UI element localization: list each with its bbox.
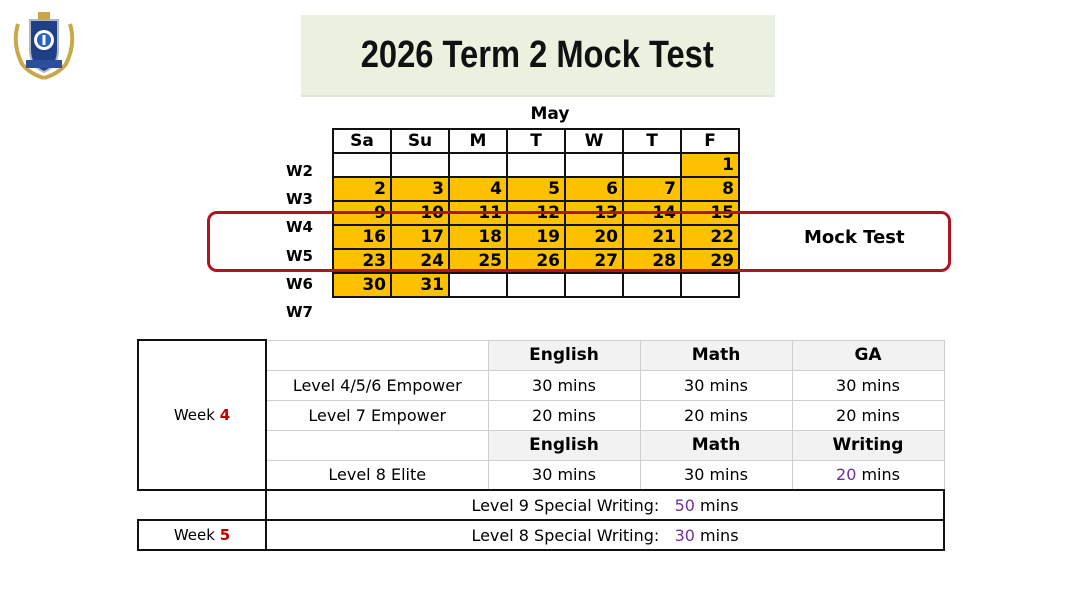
duration-cell: 30 mins [792, 370, 944, 400]
calendar-date-cell: 5 [507, 177, 565, 201]
calendar-date-cell: 18 [449, 225, 507, 249]
level-cell: Level 4/5/6 Empower [266, 370, 488, 400]
subject-header: GA [792, 340, 944, 370]
calendar-date-cell: 9 [333, 201, 391, 225]
calendar-date-cell: 1 [681, 153, 739, 177]
subject-header: Math [640, 340, 792, 370]
spacer-cell [138, 490, 266, 520]
calendar-date-cell: 19 [507, 225, 565, 249]
empty-header-cell [266, 340, 488, 370]
calendar-date-cell: 22 [681, 225, 739, 249]
calendar-date-cell: 11 [449, 201, 507, 225]
calendar-week-row [333, 153, 739, 177]
duration-cell: 30 mins [640, 460, 792, 490]
duration-cell: 30 mins [488, 370, 640, 400]
subject-header: Writing [792, 430, 944, 460]
calendar-date-cell: 23 [333, 249, 391, 273]
calendar-date-cell: 12 [507, 201, 565, 225]
day-header: T [507, 129, 565, 153]
calendar-date-cell: 4 [449, 177, 507, 201]
calendar-date-cell: 3 [391, 177, 449, 201]
calendar-empty-cell [681, 273, 739, 297]
subject-header: English [488, 430, 640, 460]
duration-number: 20 [836, 465, 857, 485]
duration-unit: mins [694, 525, 739, 545]
day-header: Sa [333, 129, 391, 153]
mock-test-label: Mock Test [804, 227, 905, 248]
calendar-empty-cell [623, 153, 681, 177]
day-header: F [681, 129, 739, 153]
day-header: T [623, 129, 681, 153]
calendar-date-cell: 10 [391, 201, 449, 225]
table-row [138, 490, 944, 520]
school-logo [10, 10, 78, 82]
calendar-date-cell: 13 [565, 201, 623, 225]
empty-header-cell [266, 430, 488, 460]
duration-cell: 30 mins [488, 460, 640, 490]
subject-header: Math [640, 430, 792, 460]
calendar-date-cell: 25 [449, 249, 507, 273]
calendar-empty-cell [333, 153, 391, 177]
calendar-empty-cell [565, 273, 623, 297]
week-label: W6 [286, 274, 313, 293]
calendar-week-row [333, 273, 739, 297]
day-header: M [449, 129, 507, 153]
calendar-date-cell: 7 [623, 177, 681, 201]
subject-header: English [488, 340, 640, 370]
calendar-empty-cell [449, 273, 507, 297]
special-writing-label: Level 8 Special Writing: [471, 525, 660, 545]
calendar-date-cell: 24 [391, 249, 449, 273]
week-label: Week [173, 526, 220, 544]
calendar-empty-cell [623, 273, 681, 297]
week-label: W4 [286, 218, 313, 237]
calendar-date-cell: 6 [565, 177, 623, 201]
duration-cell: 30 mins [640, 370, 792, 400]
duration-cell: 20 mins [640, 400, 792, 430]
calendar-date-cell: 15 [681, 201, 739, 225]
school-crest-logo [10, 10, 78, 82]
table-row [138, 340, 944, 370]
calendar-date-cell: 21 [623, 225, 681, 249]
calendar-date-cell: 27 [565, 249, 623, 273]
special-writing-label: Level 9 Special Writing: [471, 495, 660, 515]
calendar-day-header [333, 129, 739, 153]
calendar-date-cell: 16 [333, 225, 391, 249]
calendar-empty-cell [565, 153, 623, 177]
week-number: 5 [219, 526, 231, 544]
duration-number: 30 [674, 525, 695, 545]
duration-unit: mins [694, 495, 739, 515]
week-5-cell [138, 520, 266, 550]
duration-cell: 20 mins [488, 400, 640, 430]
duration-number: 50 [674, 495, 695, 515]
calendar-date-cell: 31 [391, 273, 449, 297]
title-banner [301, 15, 775, 97]
week-number: 4 [219, 406, 231, 424]
week-label: Week [173, 406, 220, 424]
level-cell: Level 8 Elite [266, 460, 488, 490]
week-label: W7 [286, 302, 313, 321]
duration-cell: 20 mins [792, 400, 944, 430]
calendar-week-row [333, 177, 739, 201]
day-header: W [565, 129, 623, 153]
week-4-cell [138, 340, 266, 490]
page-title: 2026 Term 2 Mock Test [360, 33, 714, 76]
calendar-empty-cell [507, 273, 565, 297]
calendar-date-cell: 28 [623, 249, 681, 273]
duration-unit: mins [856, 465, 900, 485]
day-header: Su [391, 129, 449, 153]
calendar-date-cell: 20 [565, 225, 623, 249]
calendar-date-cell: 30 [333, 273, 391, 297]
week-label: W2 [286, 162, 313, 180]
special-writing-cell [266, 490, 944, 520]
calendar-date-cell: 14 [623, 201, 681, 225]
table-row [138, 520, 944, 550]
calendar-date-cell: 8 [681, 177, 739, 201]
week-label: W5 [286, 246, 313, 265]
calendar-date-cell: 26 [507, 249, 565, 273]
level-cell: Level 7 Empower [266, 400, 488, 430]
special-writing-cell [266, 520, 944, 550]
calendar-empty-cell [507, 153, 565, 177]
calendar-date-cell: 2 [333, 177, 391, 201]
schedule-table [137, 339, 945, 551]
calendar-date-cell: 29 [681, 249, 739, 273]
calendar-date-cell: 17 [391, 225, 449, 249]
duration-cell [792, 460, 944, 490]
calendar-month: May [530, 104, 570, 124]
calendar-empty-cell [449, 153, 507, 177]
calendar-empty-cell [391, 153, 449, 177]
week-label: W3 [286, 190, 313, 209]
